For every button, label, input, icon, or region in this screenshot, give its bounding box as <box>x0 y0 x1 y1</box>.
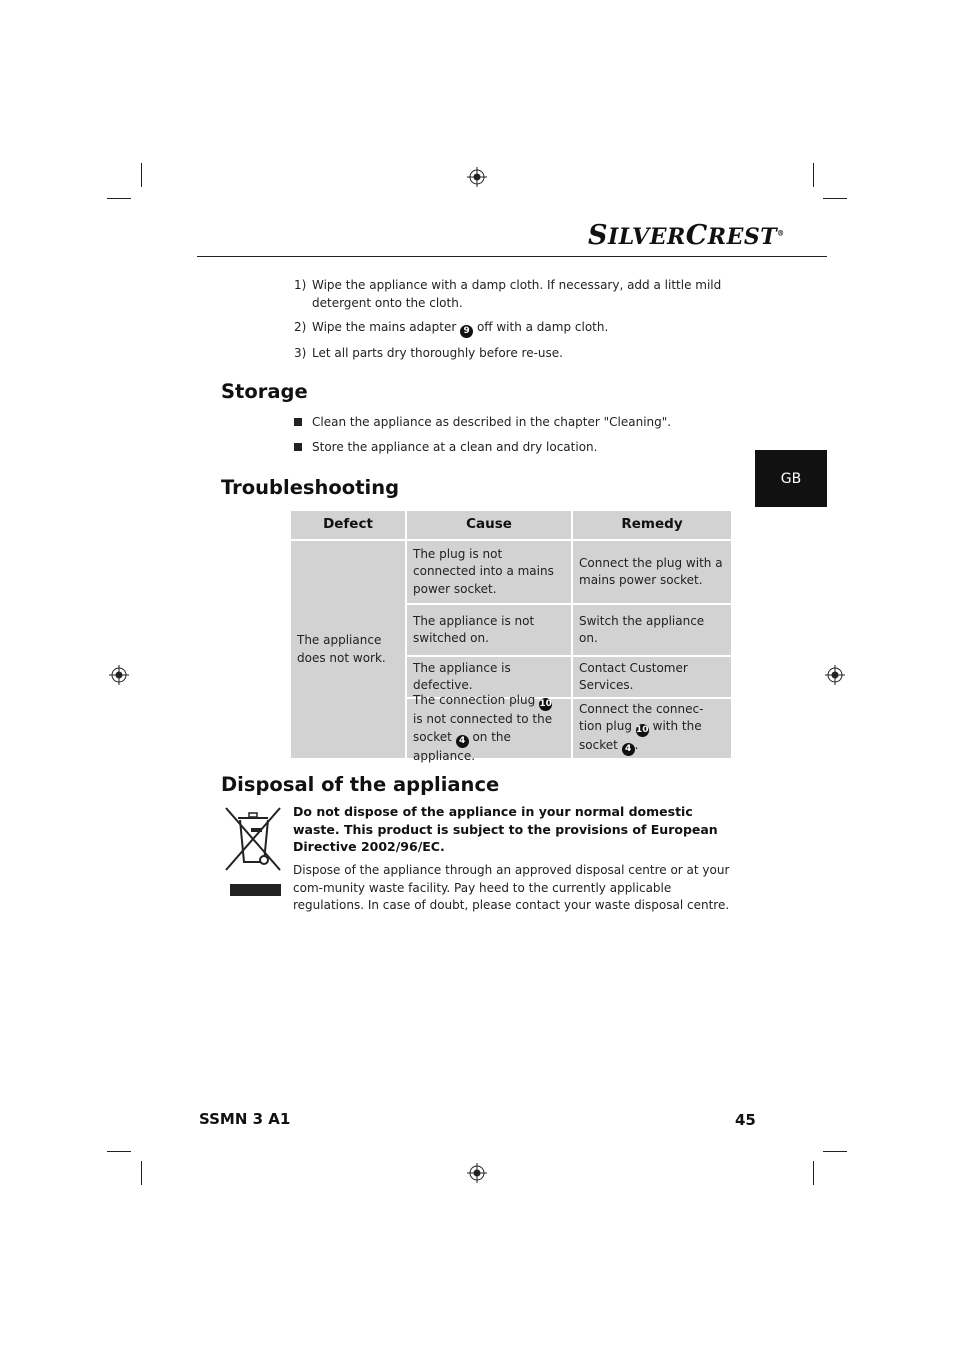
language-tab: GB <box>755 450 827 507</box>
table-cell-defect: The appliance does not work. <box>291 541 405 758</box>
table-cell-remedy: Connect the connec-tion plug 10 with the socket 4 . <box>573 699 731 758</box>
crop-mark <box>823 198 847 199</box>
part-number-badge: 4 <box>456 735 469 748</box>
table-cell-cause: The appliance is not switched on. <box>407 605 571 655</box>
footer-model: SSMN 3 A1 <box>199 1110 291 1128</box>
registration-mark-icon <box>825 665 845 685</box>
table-header-cause: Cause <box>407 511 571 539</box>
storage-heading: Storage <box>221 380 308 403</box>
table-header-defect: Defect <box>291 511 405 539</box>
registration-mark-icon <box>109 665 129 685</box>
troubleshooting-heading: Troubleshooting <box>221 476 400 499</box>
registration-mark-icon <box>467 1163 487 1183</box>
part-number-badge: 9 <box>460 325 473 338</box>
crossed-out-wheelie-bin-icon <box>222 806 284 898</box>
crop-mark <box>141 1161 142 1185</box>
crop-mark <box>107 198 131 199</box>
crop-mark <box>813 1161 814 1185</box>
list-item: Clean the appliance as described in the chapter "Cleaning". <box>294 414 734 432</box>
crop-mark <box>813 163 814 187</box>
crop-mark <box>823 1151 847 1152</box>
table-cell-cause: The appliance is defective. <box>407 657 571 697</box>
part-number-badge: 10 <box>539 699 552 709</box>
table-cell-remedy: Contact Customer Services. <box>573 657 731 697</box>
disposal-heading: Disposal of the appliance <box>221 773 500 796</box>
list-item: 3) Let all parts dry thoroughly before re-use. <box>294 346 563 360</box>
silvercrest-logo: SILVERCREST® <box>588 220 785 251</box>
header-rule <box>197 256 827 257</box>
part-number-badge: 4 <box>622 743 635 756</box>
crop-mark <box>107 1151 131 1152</box>
disposal-warning: Do not dispose of the appliance in your normal domestic waste. This product is subject to the provisions of European Directive 2002/96/EC. <box>293 804 718 854</box>
list-item: Store the appliance at a clean and dry location. <box>294 439 734 457</box>
bullet-square-icon <box>294 443 302 451</box>
table-cell-remedy: Connect the plug with a mains power socket. <box>573 541 731 603</box>
disposal-text: Dispose of the appliance through an approved disposal centre or at your com-munity waste facility. Pay heed to the currently applicable regulations. In case of doubt, please contact your waste disposal centre. <box>293 863 730 912</box>
list-item: 1) Wipe the appliance with a damp cloth. If necessary, add a little mild detergent onto the cloth. <box>294 278 722 310</box>
storage-bullets <box>294 414 734 456</box>
table-cell-cause: The connection plug 10 is not connected to the socket 4 on the appliance. <box>407 699 571 758</box>
list-item: 2) Wipe the mains adapter 9 off with a damp cloth. <box>294 320 609 336</box>
part-number-badge: 10 <box>636 725 649 736</box>
page-number: 45 <box>735 1111 756 1129</box>
bullet-square-icon <box>294 418 302 426</box>
table-header-remedy: Remedy <box>573 511 731 539</box>
registration-mark-icon <box>467 167 487 187</box>
table-cell-remedy: Switch the appliance on. <box>573 605 731 655</box>
cleaning-steps <box>294 277 734 363</box>
table-cell-cause: The plug is not connected into a mains power socket. <box>407 541 571 603</box>
crop-mark <box>141 163 142 187</box>
